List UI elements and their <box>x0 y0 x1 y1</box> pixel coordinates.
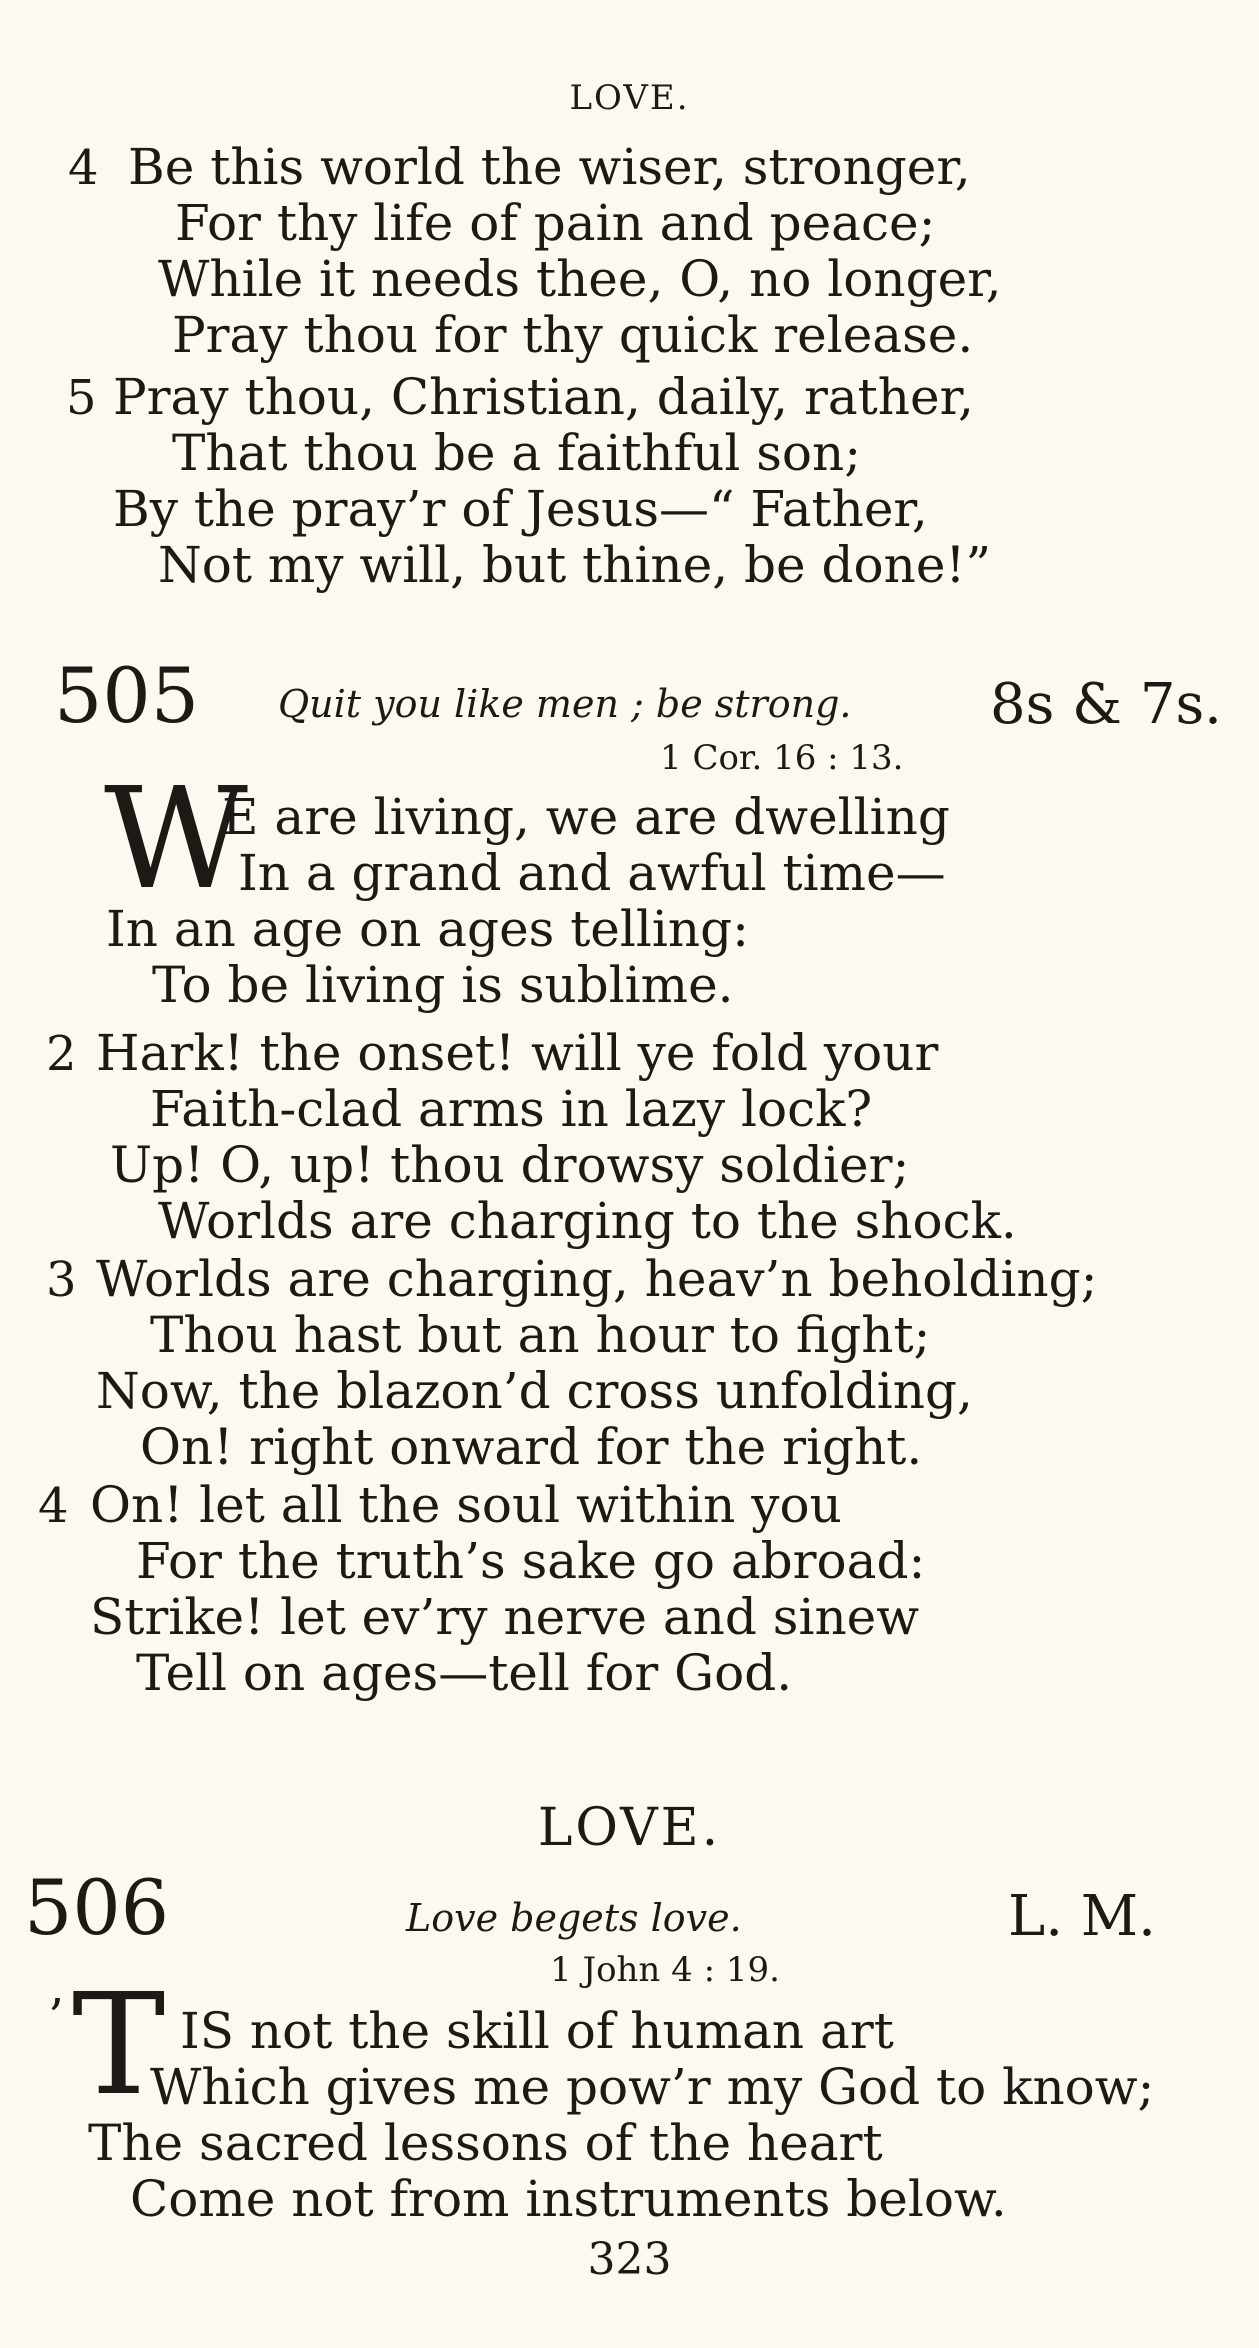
verse-line: Faith-clad arms in lazy lock? <box>150 1080 873 1138</box>
scripture-reference: 1 Cor. 16 : 13. <box>660 738 904 778</box>
verse-line: Pray thou for thy quick release. <box>172 306 974 364</box>
scripture-reference: 1 John 4 : 19. <box>550 1950 780 1990</box>
verse-line: Hark! the onset! will ye fold your <box>96 1024 939 1082</box>
page-number: 323 <box>587 2234 672 2285</box>
verse-line: E are living, we are dwelling <box>222 788 950 846</box>
verse-line: For thy life of pain and peace; <box>175 194 936 252</box>
verse-line: Up! O, up! thou drowsy soldier; <box>110 1136 910 1194</box>
verse-line: Worlds are charging to the shock. <box>158 1192 1017 1250</box>
verse-line: Now, the blazon’d cross unfolding, <box>96 1362 973 1420</box>
stanza-number: 4 <box>38 1478 69 1534</box>
verse-line: On! right onward for the right. <box>140 1418 923 1476</box>
hymn-number: 506 <box>24 1863 170 1952</box>
verse-line: Thou hast but an hour to fight; <box>150 1306 931 1364</box>
stanza-number: 4 <box>68 140 99 196</box>
verse-line: Worlds are charging, heav’n beholding; <box>96 1250 1098 1308</box>
verse-line: In an age on ages telling: <box>106 900 749 958</box>
stanza-number: 5 <box>66 370 97 426</box>
verse-line: Tell on ages—tell for God. <box>136 1644 793 1702</box>
verse-line: While it needs thee, O, no longer, <box>158 250 1002 308</box>
verse-line: Come not from instruments below. <box>130 2170 1007 2228</box>
verse-line: IS not the skill of human art <box>180 2002 894 2060</box>
hymn-number: 505 <box>54 651 200 740</box>
stanza-number: 2 <box>46 1026 77 1082</box>
verse-line: Be this world the wiser, stronger, <box>128 138 971 196</box>
verse-line: On! let all the soul within you <box>90 1476 842 1534</box>
verse-line: Which gives me pow’r my God to know; <box>150 2058 1155 2116</box>
verse-line: Not my will, but thine, be done!” <box>158 536 992 594</box>
verse-line: For the truth’s sake go abroad: <box>136 1532 926 1590</box>
verse-line: That thou be a faithful son; <box>172 424 862 482</box>
verse-line: Pray thou, Christian, daily, rather, <box>113 368 974 426</box>
verse-line: By the pray’r of Jesus—“ Father, <box>113 480 928 538</box>
apostrophe-mark: ’ <box>48 1988 64 2046</box>
verse-line: To be living is sublime. <box>152 956 734 1014</box>
hymn-meter: 8s & 7s. <box>990 672 1222 737</box>
drop-cap: T <box>72 1964 166 2127</box>
running-head: LOVE. <box>569 78 690 118</box>
drop-cap: W <box>104 758 248 921</box>
hymn-theme: Quit you like men ; be strong. <box>278 682 852 726</box>
verse-line: Strike! let ev’ry nerve and sinew <box>90 1588 920 1646</box>
stanza-number: 3 <box>46 1252 77 1308</box>
section-heading: LOVE. <box>537 1798 722 1858</box>
verse-line: The sacred lessons of the heart <box>88 2114 883 2172</box>
hymn-theme: Love begets love. <box>406 1896 742 1940</box>
hymn-meter: L. M. <box>1008 1884 1156 1949</box>
verse-line: In a grand and awful time— <box>238 844 946 902</box>
